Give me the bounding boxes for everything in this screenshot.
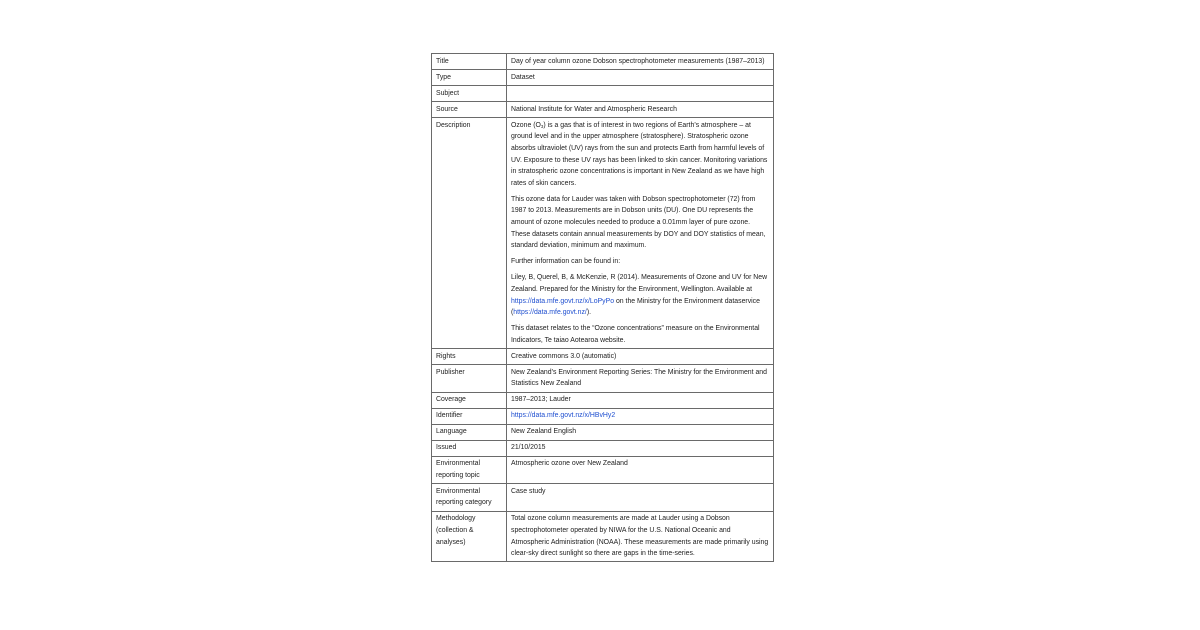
identifier-link[interactable]: https://data.mfe.govt.nz/x/HBvHy2: [511, 412, 616, 420]
value-methodology: Total ozone column measurements are made at Lauder using a Dobson spectrophotometer operated by NIWA for the U.S. National Oceanic and Atmospheric Administration (NOAA). These measurements are made primarily using clear-sky direct sunlight so there are gaps in the time-series.: [507, 511, 774, 562]
value-issued: 21/10/2015: [507, 440, 774, 456]
metadata-table: [431, 53, 774, 562]
label-publisher: Publisher: [432, 365, 507, 393]
value-subject: [507, 85, 774, 101]
description-paragraph-3: Further information can be found in:: [511, 258, 621, 266]
label-description: Description: [432, 117, 507, 348]
value-publisher: New Zealand’s Environment Reporting Series: The Ministry for the Environment and Statistics New Zealand: [507, 365, 774, 393]
table-row-identifier: [432, 408, 774, 424]
value-type: Dataset: [507, 69, 774, 85]
table-row-type: [432, 69, 774, 85]
label-subject: Subject: [432, 85, 507, 101]
description-paragraph-2: This ozone data for Lauder was taken with Dobson spectrophotometer (72) from 1987 to 2013. Measurements are in Dobson units (DU). One DU represents the amount of ozone molecules needed to produce a 0.01mm layer of pure ozone. These datasets contain annual measurements by DOY and DOY statistics of mean, standard deviation, minimum and maximum.: [511, 195, 766, 250]
description-p1-start: Ozone (O: [511, 121, 541, 129]
table-row-title: [432, 54, 774, 70]
table-row-coverage: [432, 392, 774, 408]
description-p1-subscript: 3: [540, 123, 544, 129]
description-p1-rest: ) is a gas that is of interest in two regions of Earth’s atmosphere – at ground level and in the upper atmosphere (stratosphere). Stratospheric ozone absorbs ultraviolet (UV) rays from the sun and protects Earth from harmful levels of UV. Exposure to these UV rays has been linked to skin cancer. Monitoring variations in stratospheric ozone concentrations is important in New Zealand as we have high rates of skin cancers.: [511, 121, 768, 187]
label-source: Source: [432, 101, 507, 117]
lopypo-link[interactable]: https://data.mfe.govt.nz/x/LoPyPo: [511, 297, 615, 305]
table-row-category: [432, 484, 774, 512]
value-coverage: 1987–2013; Lauder: [507, 392, 774, 408]
table-row-rights: [432, 349, 774, 365]
label-identifier: Identifier: [432, 408, 507, 424]
value-topic: Atmospheric ozone over New Zealand: [507, 456, 774, 484]
label-type: Type: [432, 69, 507, 85]
description-p4-start: Liley, B, Querel, B, & McKenzie, R (2014). Measurements of Ozone and UV for New Zealand. Prepared for the Ministry for the Environment, Wellington. Available at: [511, 274, 768, 293]
value-rights: Creative commons 3.0 (automatic): [507, 349, 774, 365]
label-language: Language: [432, 424, 507, 440]
label-coverage: Coverage: [432, 392, 507, 408]
value-title: Day of year column ozone Dobson spectrophotometer measurements (1987–2013): [507, 54, 774, 70]
table-row-subject: [432, 85, 774, 101]
label-title: Title: [432, 54, 507, 70]
value-description: [507, 117, 774, 348]
table-row-methodology: [432, 511, 774, 562]
label-rights: Rights: [432, 349, 507, 365]
value-category: Case study: [507, 484, 774, 512]
table-row-source: [432, 101, 774, 117]
description-paragraph-5: This dataset relates to the “Ozone concentrations” measure on the Environmental Indicators, Te taiao Aotearoa website.: [511, 325, 760, 344]
label-issued: Issued: [432, 440, 507, 456]
table-row-description: [432, 117, 774, 348]
table-row-language: [432, 424, 774, 440]
table-row-topic: [432, 456, 774, 484]
label-category: Environmental reporting category: [432, 484, 507, 512]
table-row-publisher: [432, 365, 774, 393]
table-row-issued: [432, 440, 774, 456]
label-methodology: Methodology (collection & analyses): [432, 511, 507, 562]
value-language: New Zealand English: [507, 424, 774, 440]
value-identifier: [507, 408, 774, 424]
dataservice-link[interactable]: https://data.mfe.govt.nz/: [513, 309, 587, 317]
description-paragraph-4: [511, 272, 769, 318]
description-p4-middle: on the Ministry for the Environment dataservice (: [511, 297, 760, 317]
description-p4-end: ).: [586, 309, 592, 317]
value-source: National Institute for Water and Atmospheric Research: [507, 101, 774, 117]
label-topic: Environmental reporting topic: [432, 456, 507, 484]
description-paragraph-1: [511, 120, 769, 190]
